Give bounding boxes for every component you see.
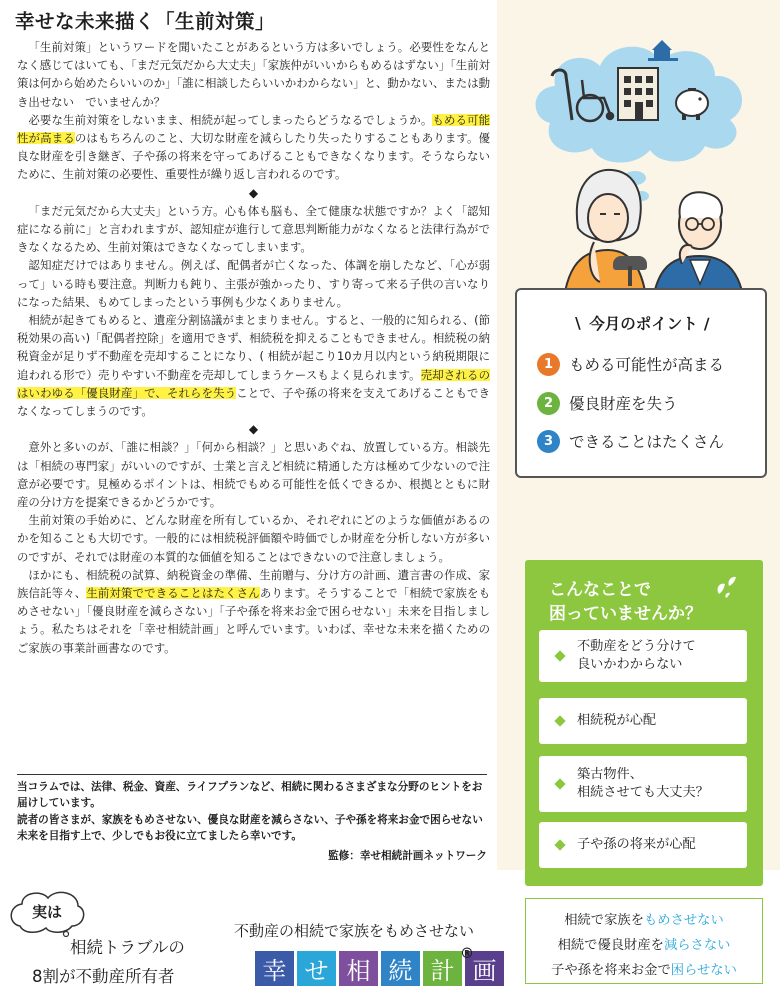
article-paragraph: 意外と多いのが、「誰に相談？」「何から相談？」と思いあぐね、放置している方。相談先は「相続の専門家」がいいのですが、士業と言えど相続に精通した方は極めて少ないので注意が必要です。見極めるポイントは、相続でもめる可能性を低くできるか、根拠とともに財産の分け方を提案できるかどうかです。 [17,440,490,510]
sparkle-drops-icon [711,572,741,602]
point-text: もめる可能性が高まる [569,356,725,374]
brand-logo-char: せ [297,951,336,986]
headline-line-1: 相続トラブルの [70,938,185,957]
trouble-item-4: 子や孫の将来が心配 [539,822,747,868]
point-number-badge: 2 [537,392,560,415]
headline-line-2: 8割が不動産所有者 [32,967,175,986]
brand-logo-char: 画 [465,951,504,986]
highlighted-phrase: 生前対策でできることはたくさん [86,586,260,601]
point-number-badge: 3 [537,430,560,453]
article-paragraph: 「生前対策」というワードを聞いたことがあるという方は多いでしょう。必要性をなんとなく感じてはいても、「まだ元気だから大丈夫」「家族仲がいいからもめるはずない」「生前対策は何から始めたらいいのか」「誰に相談したらいいかわからない」と、動かない、または動き出せない でいませんか？ [17,40,490,109]
highlighted-phrase: 売却されるのはいわゆる「優良財産」で、それらを失う [17,367,490,400]
column-footnote [17,779,490,845]
article-paragraph: 相続が起きてもめると、遺産分割協議がまとまりません。すると、一般的に知られる、(節税効果の高い)「配偶者控除」を適用できず、相続税を抑えることもできません。相続税の納税資金が足りず不動産を売却することになり、( 相続が起こり10カ月以内という納税期限に追われる形で）売りやすい不動産を売却してしまうケースもよく見られます。売却されるのはいわゆる「優良財産」で、それらを失うことで、子や孫の将来を支えてあげることもできなくなってしまうのです。 [17,313,490,419]
section-divider: ◆ [248,185,259,200]
trouble-item-1: 不動産をどう分けて 良いかわからない [539,630,747,682]
registered-mark: ® [460,946,474,962]
monthly-points-box [515,288,767,478]
point-text: 優良財産を失う [569,395,678,413]
nursing-home-icon [618,68,658,120]
page-title: 幸せな未来描く「生前対策」 [15,10,276,33]
footnote-divider [17,774,487,775]
diamond-bullet-icon [554,650,565,661]
trouble-item-3: 築古物件、 相続させても大丈夫？ [539,756,747,812]
point-text: できることはたくさん [569,433,725,451]
left-accent-mark-icon: ∖ [572,315,584,333]
article-paragraph: 「まだ元気だから大丈夫」という方。心も体も脳も、全て健康な状態ですか？よく「認知症になる前に」と言われますが、認知症が進行して意思判断能力がなくなると法律行為ができなくなるため、生前対策はできなくなってしまいます。 [17,203,490,255]
diamond-bullet-icon [554,839,565,850]
footnote-line-1: 当コラムでは、法律、税金、資産、ライフプランなど、相続に関わるさまざまな分野のヒントをお届けしています。 [17,781,483,810]
point-item-1 [537,352,724,376]
brand-logo-char: 計 [423,951,462,986]
clip-stem [628,266,632,286]
brand-logo-char: 相 [339,951,378,986]
slogan-line-3: 子や孫を将来お金で困らせない [551,963,737,978]
monthly-points-title: ∖ 今月のポイント ∕ [572,315,710,333]
right-accent-mark-icon: ∕ [703,315,710,333]
article-paragraph: 生前対策の手始めに、どんな財産を所有しているか、それぞれにどのような価値があるのかを知ることも大切です。一般的には相続税評価額や時価でしか財産を分析しない方が多いのですが、それでは財産の本質的な価値を知ることはできないので注意しましょう。 [17,513,490,564]
point-number-badge: 1 [537,353,560,376]
article-paragraph: 認知症だけではありません。例えば、配偶者が亡くなった、体調を崩したなど、「心が弱って」いる時も要注意。判断力も鈍り、主張が強かったり、すり寄って来る子供の言いなりになった結果、もめてしまったという事例も少なくありません。 [17,258,490,309]
speech-bubble-text: 実は [31,903,62,921]
supervisor-credit: 監修：幸せ相続計画ネットワーク [328,850,487,862]
footnote-line-2: 読者の皆さまが、家族をもめさせない、優良な財産を減らさない、子や孫を将来お金で困らせない未来を目指す上で、少しでもお役に立てましたら幸いです。 [17,813,483,843]
brand-tagline: 不動産の相続で家族をもめさせない [234,922,475,940]
trouble-checklist-title: こんなことで 困っていませんか？ [549,580,702,624]
article-paragraph: 必要な生前対策をしないまま、相続が起ってしまったらどうなるでしょうか。もめる可能性が高まるのはもちろんのこと、大切な財産を減らしたり失ったりすることもあります。優良な財産を引き継ぎ、子や孫の将来を守ってあげることもできなくなります。そうならないために、生前対策の必要性、重要性が繰り返し言われるのです。 [17,112,490,182]
point-item-3 [537,429,724,453]
slogan-line-2: 相続で優良財産を減らさない [557,938,731,953]
brand-logo-char: 幸 [255,951,294,986]
diamond-bullet-icon [554,778,565,789]
elderly-couple-illustration [520,28,765,328]
highlighted-phrase: もめる可能性が高まる [17,112,490,146]
point-item-2 [537,391,678,415]
brand-logo-char: 続 [381,951,420,986]
section-divider: ◆ [248,422,259,437]
article-body [17,38,490,657]
slogan-box [525,898,763,984]
article-paragraph: ほかにも、相続税の試算、納税資金の準備、生前贈与、分け方の計画、遺言書の作成、家族信託等々、生前対策でできることはたくさんあります。そうすることで「相続で家族をもめさせない」「優良財産を減らさない」「子や孫を将来お金で困らせない」未来を目指しましょう。私たちはそれを「幸せ相続計画」と呼んでいます。いわば、幸せな未来を描くためのご家族の事業計画書なのです。 [17,567,490,655]
trouble-item-2: 相続税が心配 [539,698,747,744]
slogan-line-1: 相続で家族をもめさせない [564,913,724,928]
diamond-bullet-icon [554,715,565,726]
trouble-checklist-box [525,560,763,886]
